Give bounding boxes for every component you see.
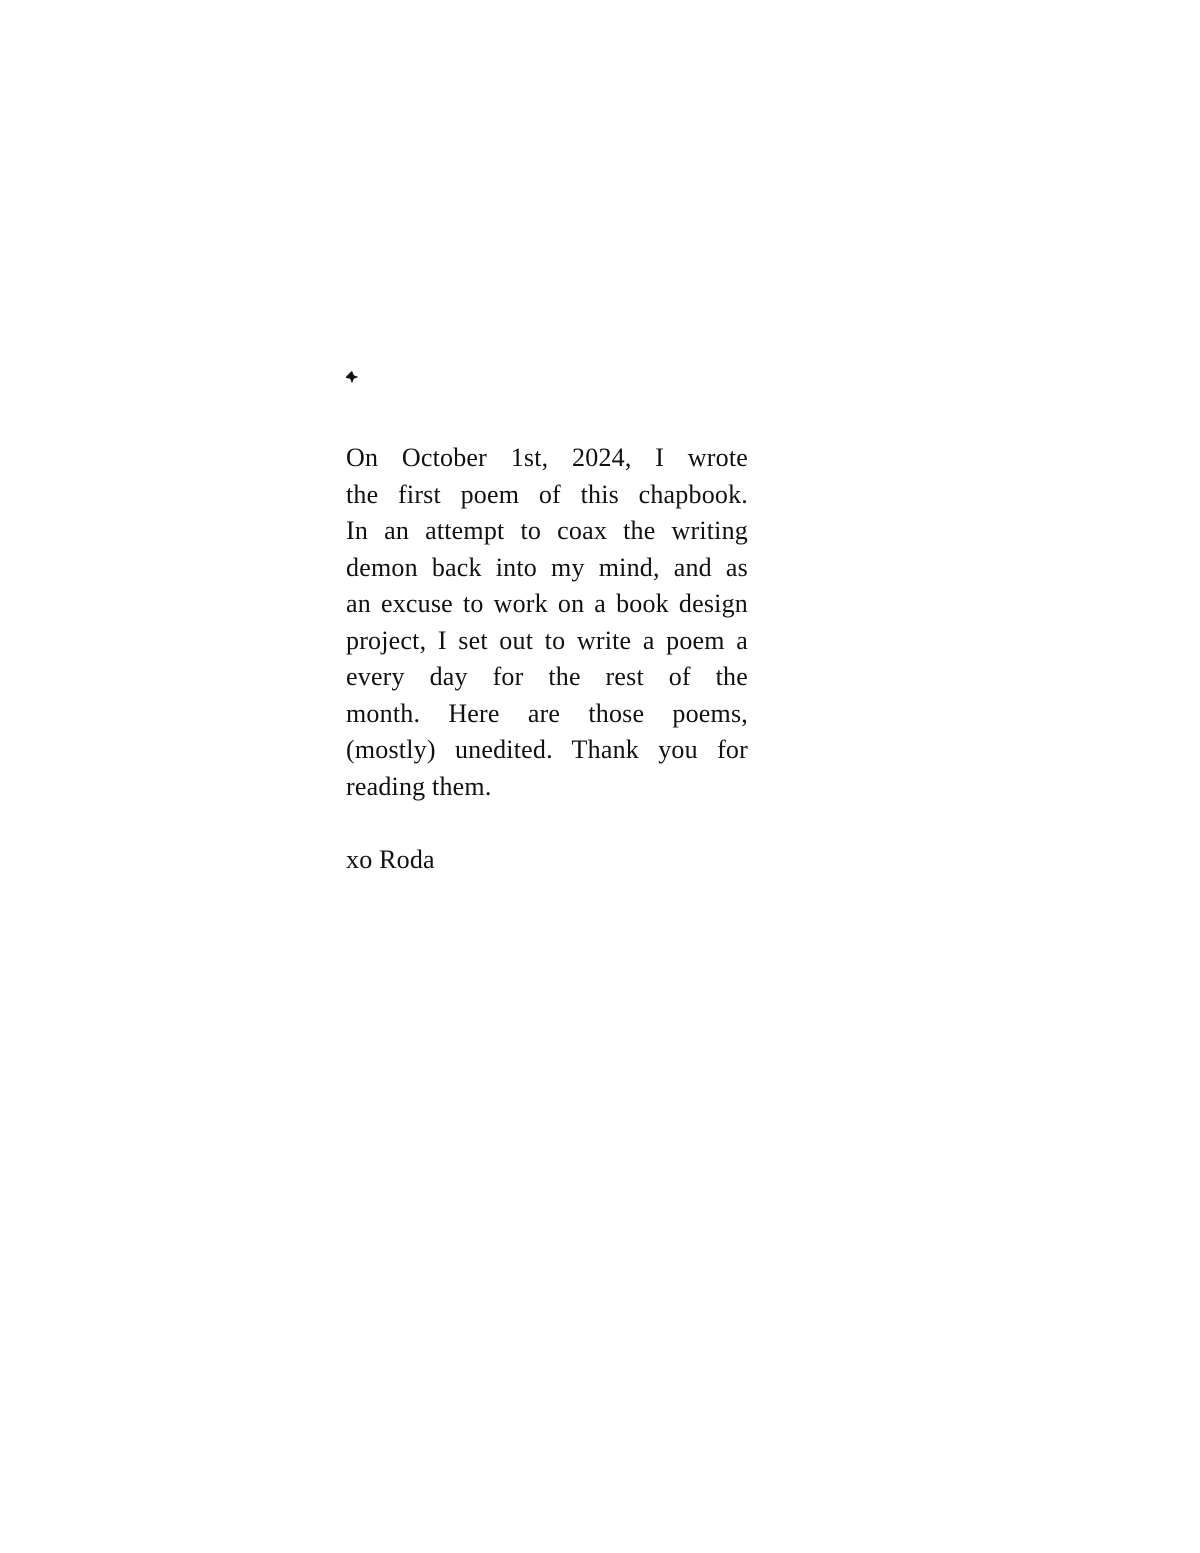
body-line: every day for the rest of the bbox=[346, 662, 748, 691]
body-line: the first poem of this chapbook. bbox=[346, 479, 748, 509]
body-line: an excuse to work on a book design bbox=[346, 589, 748, 618]
body-line: On October 1st, 2024, I wrote bbox=[346, 443, 748, 472]
body-line: month. Here are those poems, bbox=[346, 698, 748, 728]
four-point-star-icon bbox=[343, 368, 361, 386]
body-line: (mostly) unedited. Thank you for bbox=[346, 735, 748, 764]
body-line: project, I set out to write a poem a bbox=[346, 625, 748, 655]
signature: xo Roda bbox=[346, 845, 435, 874]
body-paragraph bbox=[346, 440, 748, 805]
body-line: reading them. bbox=[346, 771, 492, 801]
body-line: In an attempt to coax the writing bbox=[346, 516, 748, 545]
body-line: demon back into my mind, and as bbox=[346, 552, 748, 582]
